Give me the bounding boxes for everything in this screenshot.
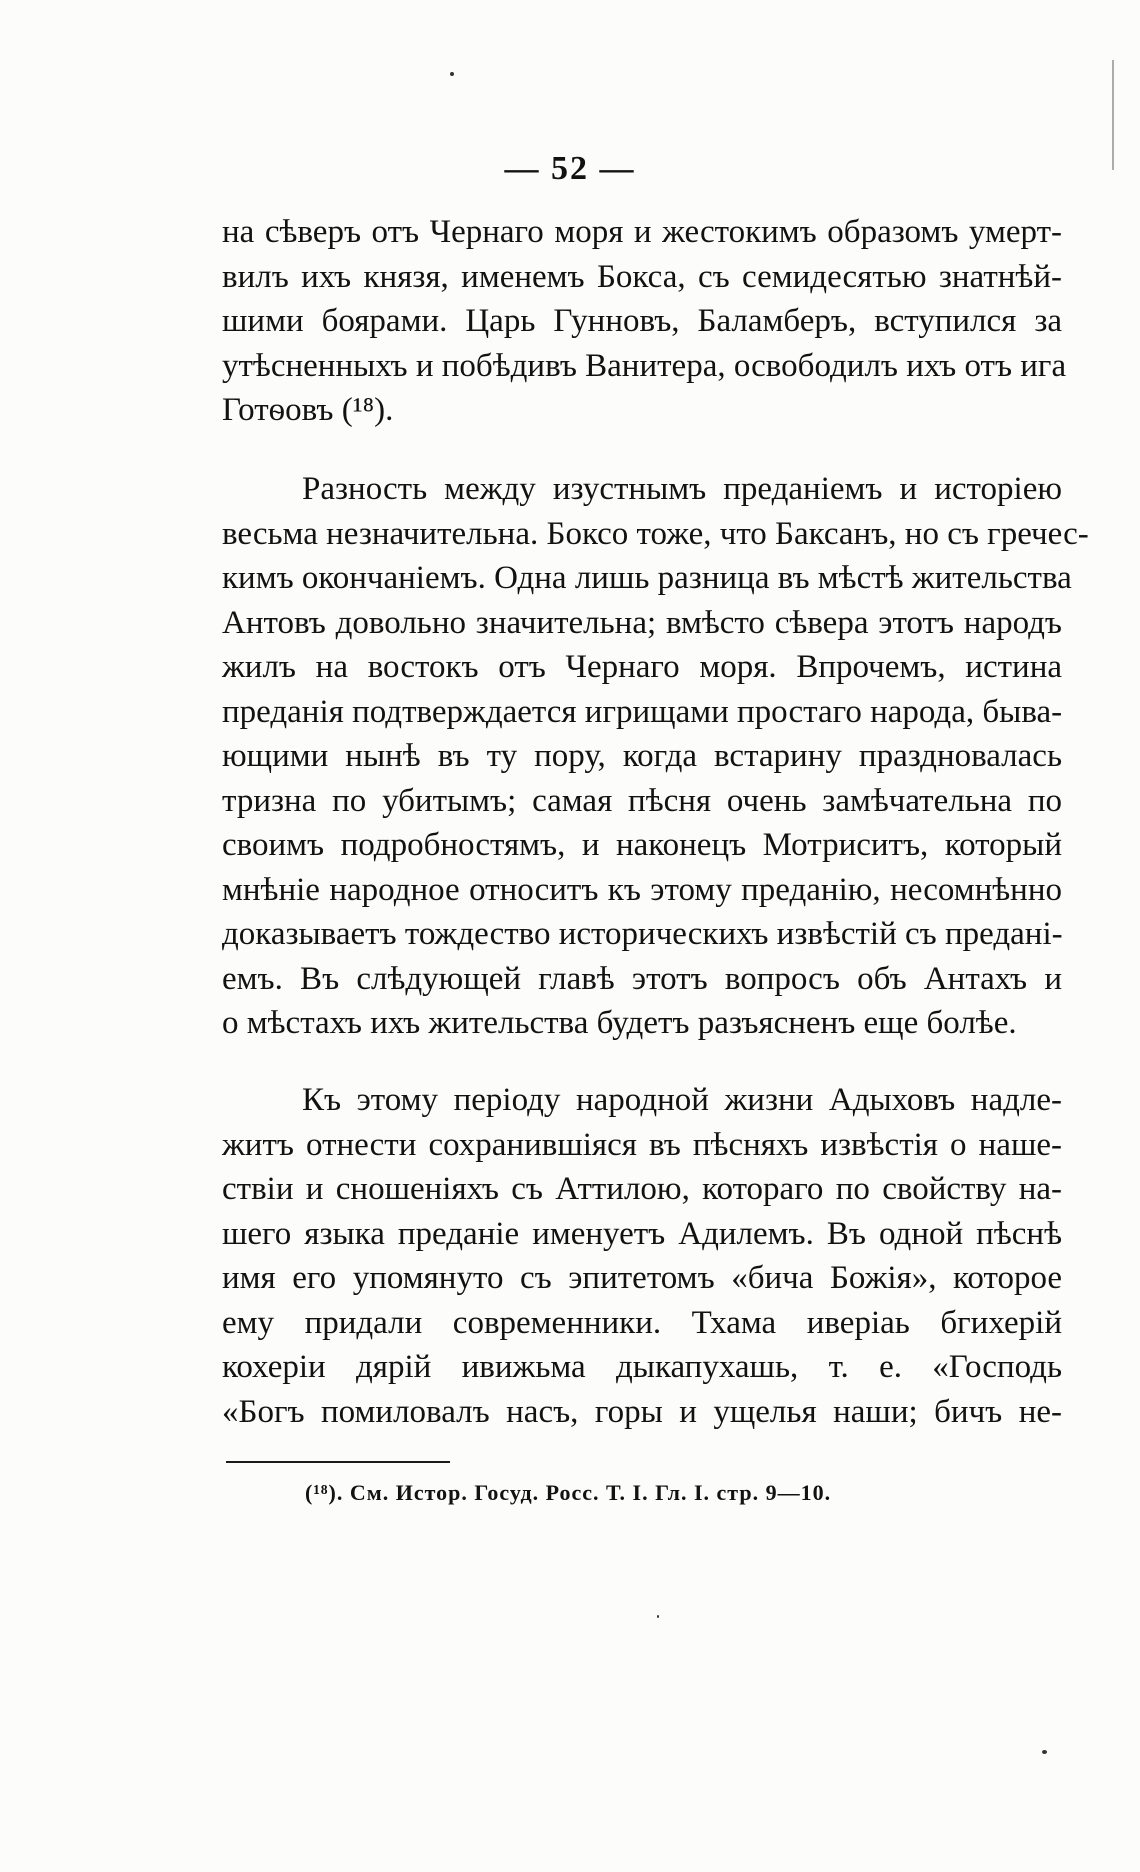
text-line: доказываетъ тождество историческихъ извѣстій съ предані- bbox=[222, 916, 1063, 952]
text-line: шего языка преданіе именуетъ Адилемъ. Въ одной пѣснѣ bbox=[222, 1215, 1062, 1252]
text-line: шими боярами. Царь Гунновъ, Баламберъ, вступился за bbox=[222, 303, 1062, 339]
text-line: о мѣстахъ ихъ жительства будетъ разъясненъ еще болѣе. bbox=[222, 1005, 1017, 1041]
ink-speck bbox=[450, 72, 454, 76]
footnote-divider bbox=[226, 1461, 450, 1463]
text-line: своимъ подробностямъ, и наконецъ Мотриситъ, который bbox=[222, 827, 1062, 863]
text-line: мнѣніе народное относитъ къ этому преданію, несомнѣнно bbox=[222, 871, 1062, 908]
text-line: жилъ на востокъ отъ Чернаго моря. Впрочемъ, истина bbox=[222, 649, 1062, 685]
footnote: (¹⁸). См. Истор. Госуд. Росс. Т. I. Гл. I. стр. 9—10. bbox=[305, 1480, 832, 1505]
text-line: Антовъ довольно значительна; вмѣсто сѣвера этотъ народъ bbox=[222, 604, 1062, 641]
text-line: утѣсненныхъ и побѣдивъ Ванитера, освободилъ ихъ отъ ига bbox=[222, 347, 1067, 384]
text-line: вилъ ихъ князя, именемъ Бокса, съ семидесятью знатнѣй- bbox=[222, 258, 1062, 295]
text-line: весьма незначительна. Боксо тоже, что Баксанъ, но съ гречес- bbox=[222, 515, 1089, 552]
ink-speck bbox=[657, 1615, 659, 1618]
text-line: имя его упомянуто съ эпитетомъ «бича Божія», которое bbox=[222, 1260, 1062, 1296]
paragraph-3 bbox=[222, 1078, 1062, 1434]
text-line: Къ этому періоду народной жизни Адыховъ надле- bbox=[302, 1082, 1062, 1118]
text-line: ющими нынѣ въ ту пору, когда встарину праздновалась bbox=[222, 738, 1062, 774]
ink-speck bbox=[1042, 1750, 1047, 1754]
text-line: житъ отнести сохранившіяся въ пѣсняхъ извѣстія о наше- bbox=[222, 1126, 1062, 1163]
paragraph-1 bbox=[222, 210, 1067, 433]
text-line: Разность между изустнымъ преданіемъ и исторіею bbox=[302, 471, 1062, 507]
text-line: преданія подтверждается игрищами простаго народа, быва- bbox=[222, 693, 1063, 730]
text-line: «Богъ помиловалъ насъ, горы и ущелья наши; бичъ не- bbox=[222, 1393, 1062, 1430]
text-line: ствіи и сношеніяхъ съ Аттилою, котораго по свойству на- bbox=[222, 1171, 1062, 1207]
text-line: Готѳовъ (¹⁸). bbox=[222, 392, 394, 428]
text-line: кимъ окончаніемъ. Одна лишь разница въ мѣстѣ жительства bbox=[222, 560, 1072, 596]
page-number: — 52 — bbox=[504, 150, 636, 187]
text-line: емъ. Въ слѣдующей главѣ этотъ вопросъ объ Антахъ и bbox=[222, 960, 1062, 997]
paragraph-2 bbox=[222, 467, 1089, 1046]
text-line: на сѣверъ отъ Чернаго моря и жестокимъ образомъ умерт- bbox=[222, 214, 1062, 250]
text-line: тризна по убитымъ; самая пѣсня очень замѣчательна по bbox=[222, 782, 1062, 819]
text-line: ему придали современники. Тхама иверіаь бгихерій bbox=[222, 1304, 1062, 1341]
text-line: кохеріи дярій ивижьма дыкапухашь, т. е. «Господь bbox=[222, 1349, 1062, 1385]
